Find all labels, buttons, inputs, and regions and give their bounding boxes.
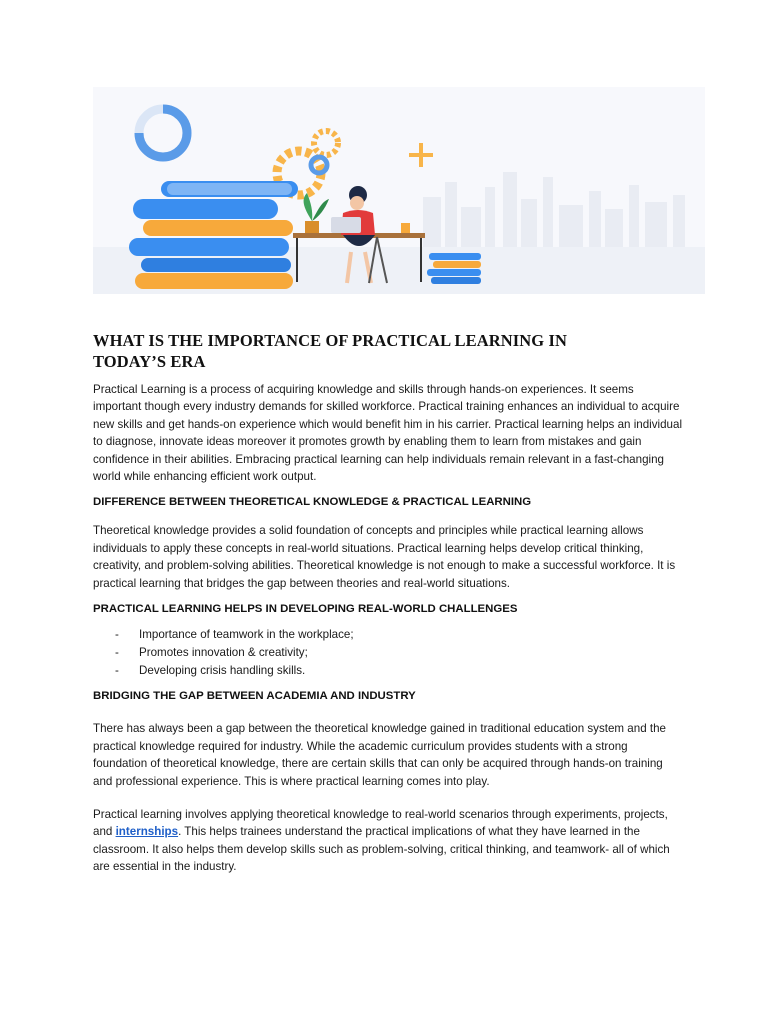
section-heading-real-world: PRACTICAL LEARNING HELPS IN DEVELOPING REAL-WORLD CHALLENGES <box>93 603 518 616</box>
difference-paragraph: Theoretical knowledge provides a solid foundation of concepts and principles while practical learning allows individuals to apply these concepts in real-world situations. Practical learning helps develop critical thinking, creativity, and problem-solving abilities. Theoretical knowledge is not enough to make a successful workforce. It is practical learning that bridges the gap between theories and real-world situations. <box>93 524 676 590</box>
plus-icon <box>409 143 433 167</box>
hero-illustration <box>93 87 705 294</box>
learning-illustration <box>93 87 705 294</box>
benefits-list <box>93 626 683 679</box>
section-heading-bridging: BRIDGING THE GAP BETWEEN ACADEMIA AND INDUSTRY <box>93 690 416 703</box>
list-item: - Importance of teamwork in the workplace; <box>115 628 354 642</box>
article-title <box>93 330 683 372</box>
bridging-paragraph-1: There has always been a gap between the theoretical knowledge gained in traditional education system and the practical knowledge required for industry. While the academic curriculum provides students with a strong foundation of theoretical knowledge, there are certain skills that can only be acquired through hands-on training and professional experience. This is where practical learning comes into play. <box>93 722 666 788</box>
internships-link[interactable]: internships <box>115 825 179 839</box>
bridging-paragraph-2: Practical learning involves applying theoretical knowledge to real-world scenarios through experiments, projects, and internships. This helps trainees understand the practical implications of what they have learned in the classroom. It also helps them develop skills such as problem-solving, critical thinking, and teamwork- all of which are essential in the industry. <box>93 808 670 874</box>
mug-icon <box>401 223 410 233</box>
article-title-line2: TODAY’S ERA <box>93 352 206 371</box>
section-heading-difference: DIFFERENCE BETWEEN THEORETICAL KNOWLEDGE & PRACTICAL LEARNING <box>93 496 532 509</box>
article <box>93 330 683 885</box>
list-item: - Promotes innovation & creativity; <box>115 645 308 659</box>
article-title-line1: WHAT IS THE IMPORTANCE OF PRACTICAL LEARNING IN <box>93 331 567 350</box>
intro-paragraph: Practical Learning is a process of acquiring knowledge and skills through hands-on experiences. It seems important though every industry demands for skilled workforce. Practical training enhances an individual to acquire new skills and get hands-on experience which would benefit him in his carrier. Practical learning helps an individual to diagnose, innovate ideas moreover it promotes growth by enabling them to learn from mistakes and gain confidence in their abilities. Embracing practical learning can help individuals remain relevant in a fast-changing world while enhancing efficient work output. <box>93 383 683 484</box>
list-item: - Developing crisis handling skills. <box>115 663 306 677</box>
city-skyline <box>423 172 685 247</box>
plant-icon <box>304 193 329 233</box>
